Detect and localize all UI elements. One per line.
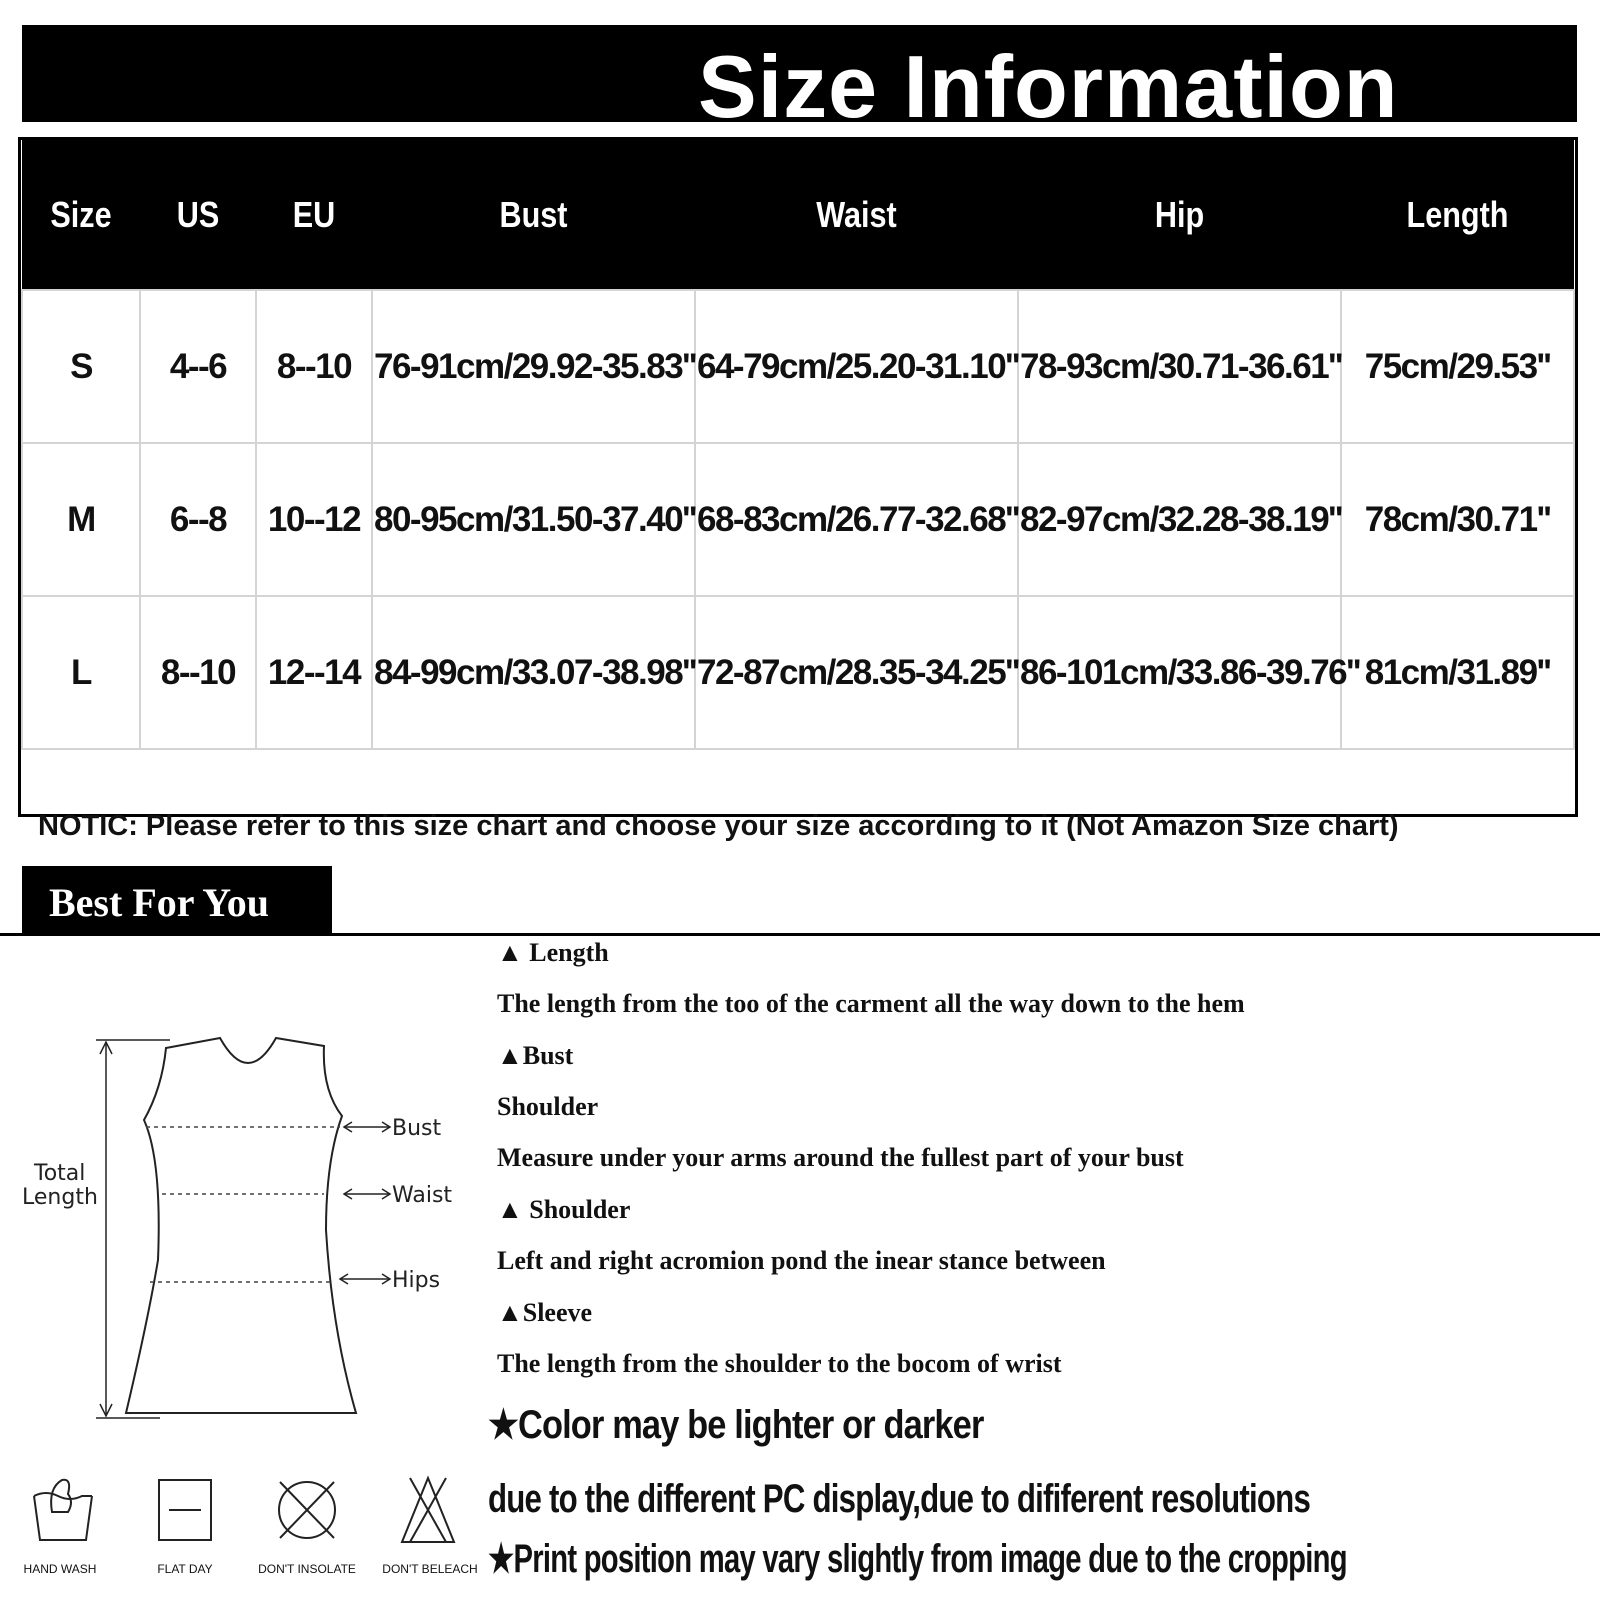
cell-us: 8--10 (140, 596, 256, 749)
dont-insolate-icon (272, 1472, 342, 1552)
bust-label: Bust (392, 1116, 442, 1141)
care-label-flat-day: FLAT DAY (157, 1562, 213, 1576)
table-header-row (22, 140, 1574, 290)
size-chart-note: NOTIC: Please refer to this size chart and choose your size according to it (Not Amazon Size chart) (22, 749, 1574, 902)
waist-label: Waist (392, 1183, 453, 1208)
header-us: US (176, 193, 220, 235)
header-waist: Waist (816, 193, 897, 235)
display-warning: due to the different PC display,due to dififerent resolutions (488, 1477, 1311, 1521)
cell-size: L (22, 596, 140, 749)
title-banner (22, 25, 1577, 136)
cell-eu: 8--10 (256, 290, 372, 443)
measure-arrows (340, 1122, 390, 1284)
cell-us: 6--8 (140, 443, 256, 596)
sleeve-heading: ▲Sleeve (497, 1298, 593, 1327)
care-label-dont-insolate: DON'T INSOLATE (258, 1562, 356, 1576)
header-bust: Bust (499, 193, 568, 235)
length-heading: ▲ Length (497, 938, 609, 967)
table-row (22, 596, 1574, 749)
bust-description: Measure under your arms around the fullest part of your bust (497, 1143, 1184, 1172)
cell-eu: 10--12 (256, 443, 372, 596)
cell-bust: 76-91cm/29.92-35.83'' (372, 290, 695, 443)
table-row (22, 443, 1574, 596)
cell-bust: 84-99cm/33.07-38.98'' (372, 596, 695, 749)
hand-wash-icon (28, 1472, 98, 1552)
cell-waist: 68-83cm/26.77-32.68'' (695, 443, 1018, 596)
dont-bleach-icon (398, 1472, 458, 1552)
cell-length: 75cm/29.53'' (1341, 290, 1574, 443)
shoulder-heading: ▲ Shoulder (497, 1195, 631, 1224)
header-eu: EU (292, 193, 336, 235)
total-length-label-1: Total (34, 1161, 86, 1186)
color-warning: ★Color may be lighter or darker (488, 1403, 984, 1447)
flat-dry-icon (155, 1472, 215, 1552)
cell-length: 78cm/30.71'' (1341, 443, 1574, 596)
cell-waist: 72-87cm/28.35-34.25'' (695, 596, 1018, 749)
hips-label: Hips (392, 1268, 441, 1293)
size-table (18, 137, 1578, 842)
header-length: Length (1406, 193, 1509, 235)
cell-length: 81cm/31.89'' (1341, 596, 1574, 749)
print-warning: ★Print position may vary slightly from image due to the cropping (488, 1537, 1347, 1581)
best-for-you-tab (22, 866, 332, 936)
cell-size: M (22, 443, 140, 596)
dress-diagram (0, 1010, 470, 1430)
total-length-label-2: Length (22, 1185, 98, 1210)
dress-outline (126, 1038, 356, 1413)
care-label-hand-wash: HAND WASH (23, 1562, 97, 1576)
best-for-you-label: Best For You (49, 880, 269, 925)
cell-bust: 80-95cm/31.50-37.40'' (372, 443, 695, 596)
bust-heading: ▲Bust (497, 1041, 574, 1070)
shoulder-text: Shoulder (497, 1092, 599, 1121)
section-divider (0, 933, 1600, 936)
length-description: The length from the too of the carment all the way down to the hem (497, 989, 1245, 1018)
cell-hip: 86-101cm/33.86-39.76'' (1018, 596, 1341, 749)
cell-size: S (22, 290, 140, 443)
header-hip: Hip (1154, 193, 1205, 235)
cell-us: 4--6 (140, 290, 256, 443)
table-row (22, 290, 1574, 443)
shoulder-description: Left and right acromion pond the inear stance between (497, 1246, 1106, 1275)
header-size: Size (50, 193, 112, 235)
sleeve-description: The length from the shoulder to the bocom of wrist (497, 1349, 1062, 1378)
cell-hip: 78-93cm/30.71-36.61'' (1018, 290, 1341, 443)
care-label-dont-bleach: DON'T BELEACH (382, 1562, 478, 1576)
cell-waist: 64-79cm/25.20-31.10'' (695, 290, 1018, 443)
cell-eu: 12--14 (256, 596, 372, 749)
page-title: Size Information (698, 37, 1399, 136)
cell-hip: 82-97cm/32.28-38.19'' (1018, 443, 1341, 596)
